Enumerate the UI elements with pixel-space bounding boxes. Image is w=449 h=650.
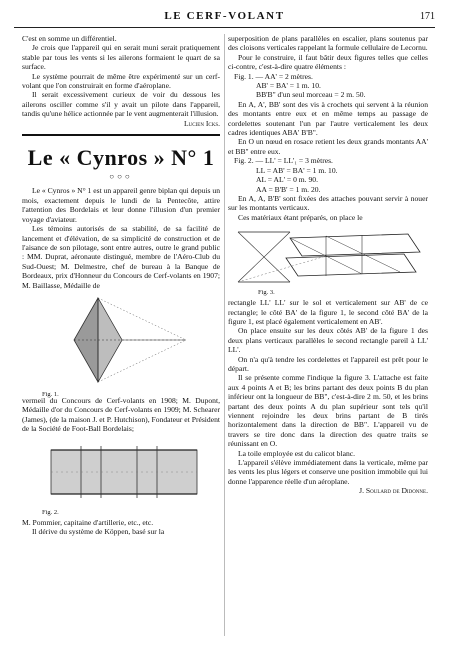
page-header	[14, 9, 435, 28]
body-paragraph: Les témoins autorisés de sa stabilité, de sa facilité de lancement et d'élévation, de sa simplicité de construction et de l'aisance de son pilotage, sont entre autres, outre le grand public : MM. Duprat, aéronaute distingué, membre de l'Aéro-Club du Sud-Ouest; M. Delmestre, chef de bureau à la Banque de Bordeaux, prix d'Honneur du Concours de Cerf-volants en 1907; M. Baillasse, Médaille de	[22, 224, 220, 290]
figure-2-caption: Fig. 2.	[42, 508, 59, 516]
body-paragraph: En O un nœud en rosace retient les deux grands montants AA' et BB" entre eux.	[228, 137, 428, 156]
figure-2-diagram	[31, 436, 211, 510]
body-paragraph: Il dérive du système de Köppen, basé sur la	[32, 526, 165, 536]
dimension-line: Fig. 1. — AA' = 2 mètres.	[234, 71, 313, 81]
body-paragraph: rectangle LL' LL' sur le sol et verticalement sur AB' de ce rectangle; le côté BA' de la figure 1, le second côté BA' de la figure 1, est placé également verticalement en AB'.	[228, 298, 428, 326]
body-paragraph: En A, A', BB' sont des vis à crochets qui servent à la réunion des montants entre eux et en même temps au passage de cordelettes soutenant l'un par l'autre verticalement les deux cadres identiques ABA' B'B".	[228, 99, 428, 138]
figure-1-caption: Fig. 1.	[42, 390, 59, 398]
figure-1	[22, 292, 220, 396]
column-divider	[224, 34, 225, 636]
dimension-line: AL = AL' = 0 m. 90.	[256, 175, 318, 185]
intro-paragraph: Le système pourrait de même être expérimenté sur un cerf-volant que l'on construirait en forme d'aéroplane.	[22, 71, 220, 91]
article-signature: J. Soulard de Didonne.	[359, 486, 428, 496]
body-paragraph: Il se présente comme l'indique la figure 3. L'attache est faite aux 4 points A et B; les brins partant des deux points B du plan inférieur ont la longueur de BB", c'est-à-dire 2 m. 50, et les brins partant des deux points A du plan supérieur sont tels qu'il viennent rejoindre les deux brins partant de B tirés horizontalement dans la direction de BB". L'appareil vu de travers se tire donc dans la direction des quatre traits se réunissant en O.	[228, 373, 428, 449]
body-paragraph: On n'a qu'à tendre les cordelettes et l'appareil est prêt pour le départ.	[228, 354, 428, 373]
left-column	[22, 34, 220, 536]
section-rule	[22, 134, 220, 136]
figure-1-diagram	[36, 292, 206, 392]
body-paragraph: La toile employée est du calicot blanc.	[238, 448, 356, 458]
body-paragraph: superposition de plans parallèles en escalier, plans soutenus par des cloisons verticales rappelant la formule cellulaire de Lecornu.	[228, 34, 428, 53]
intro-paragraph: C'est en somme un différentiel.	[22, 34, 117, 43]
body-paragraph: En A, A, B'B' sont fixées des attaches pouvant servir à nouer sur les montants verticaux.	[228, 193, 428, 213]
figure-3	[228, 224, 428, 298]
journal-title: LE CERF-VOLANT	[164, 10, 285, 22]
figure-3-caption: Fig. 3.	[258, 289, 275, 297]
title-ornament: ○○○	[109, 172, 133, 182]
body-paragraph: L'appareil s'élève immédiatement dans la verticale, même par les vents les plus légers et conserve une position immobile qui lui donne l'apparence réelle d'un aéroplane.	[228, 458, 428, 486]
dimension-line: LL = AB' = BA' = 1 m. 10.	[256, 165, 338, 175]
intro-paragraph: Il serait excessivement curieux de voir du dessous les ailerons osciller comme s'il y avait un pilote dans l'appareil, tandis qu'une hélice actionnée par le vent augmenterait l'illusion.	[22, 90, 220, 119]
article-title: Le « Cynros » N° 1	[27, 145, 215, 171]
body-paragraph: Le « Cynros » N° 1 est un appareil genre biplan qui depuis un mois, exactement depuis le lundi de la Pentecôte, attire l'attention des Bordelais et leur donne l'illusion d'un premier voyage d'aviateur.	[22, 186, 220, 224]
figure-2	[22, 436, 220, 518]
figure-3-diagram	[230, 224, 426, 290]
dimension-line: AA = B'B' = 1 m. 20.	[256, 184, 321, 194]
body-paragraph: Ces matériaux étant préparés, on place le	[238, 212, 363, 222]
body-paragraph: On place ensuite sur les deux côtés AB' de la figure 1 des deux plans verticaux parallèles le second rectangle pareil à LL' LL'.	[228, 326, 428, 355]
body-paragraph: Pour le construire, il faut bâtir deux figures telles que celles ci-contre, c'est-à-dire quatre éléments :	[228, 52, 428, 72]
right-column	[228, 34, 428, 496]
dimension-line: AB' = BA' = 1 m. 10.	[256, 81, 321, 91]
dimension-line: BB'B" d'un seul morceau = 2 m. 50.	[256, 90, 366, 100]
intro-signature: Lucien Icks.	[184, 118, 220, 128]
body-paragraph: M. Pommier, capitaine d'artillerie, etc., etc.	[22, 517, 154, 527]
page-number: 171	[420, 11, 435, 22]
dimension-line: Fig. 2. — LL' = LL'₁ = 3 mètres.	[234, 156, 333, 166]
intro-paragraph: Je crois que l'appareil qui en serait muni serait pratiquement stable par tous les vents si les ailerons formaient le quart de sa surface.	[22, 43, 220, 72]
body-paragraph: vermeil du Concours de Cerf-volants en 1908; M. Dupont, Médaille d'or du Concours de Cerf-volants en 1909; M. Schearer (James), (de la maison J. et P. Hutchison), Fondateur et Président de la Société de Foot-Ball Bordelais;	[22, 395, 220, 434]
